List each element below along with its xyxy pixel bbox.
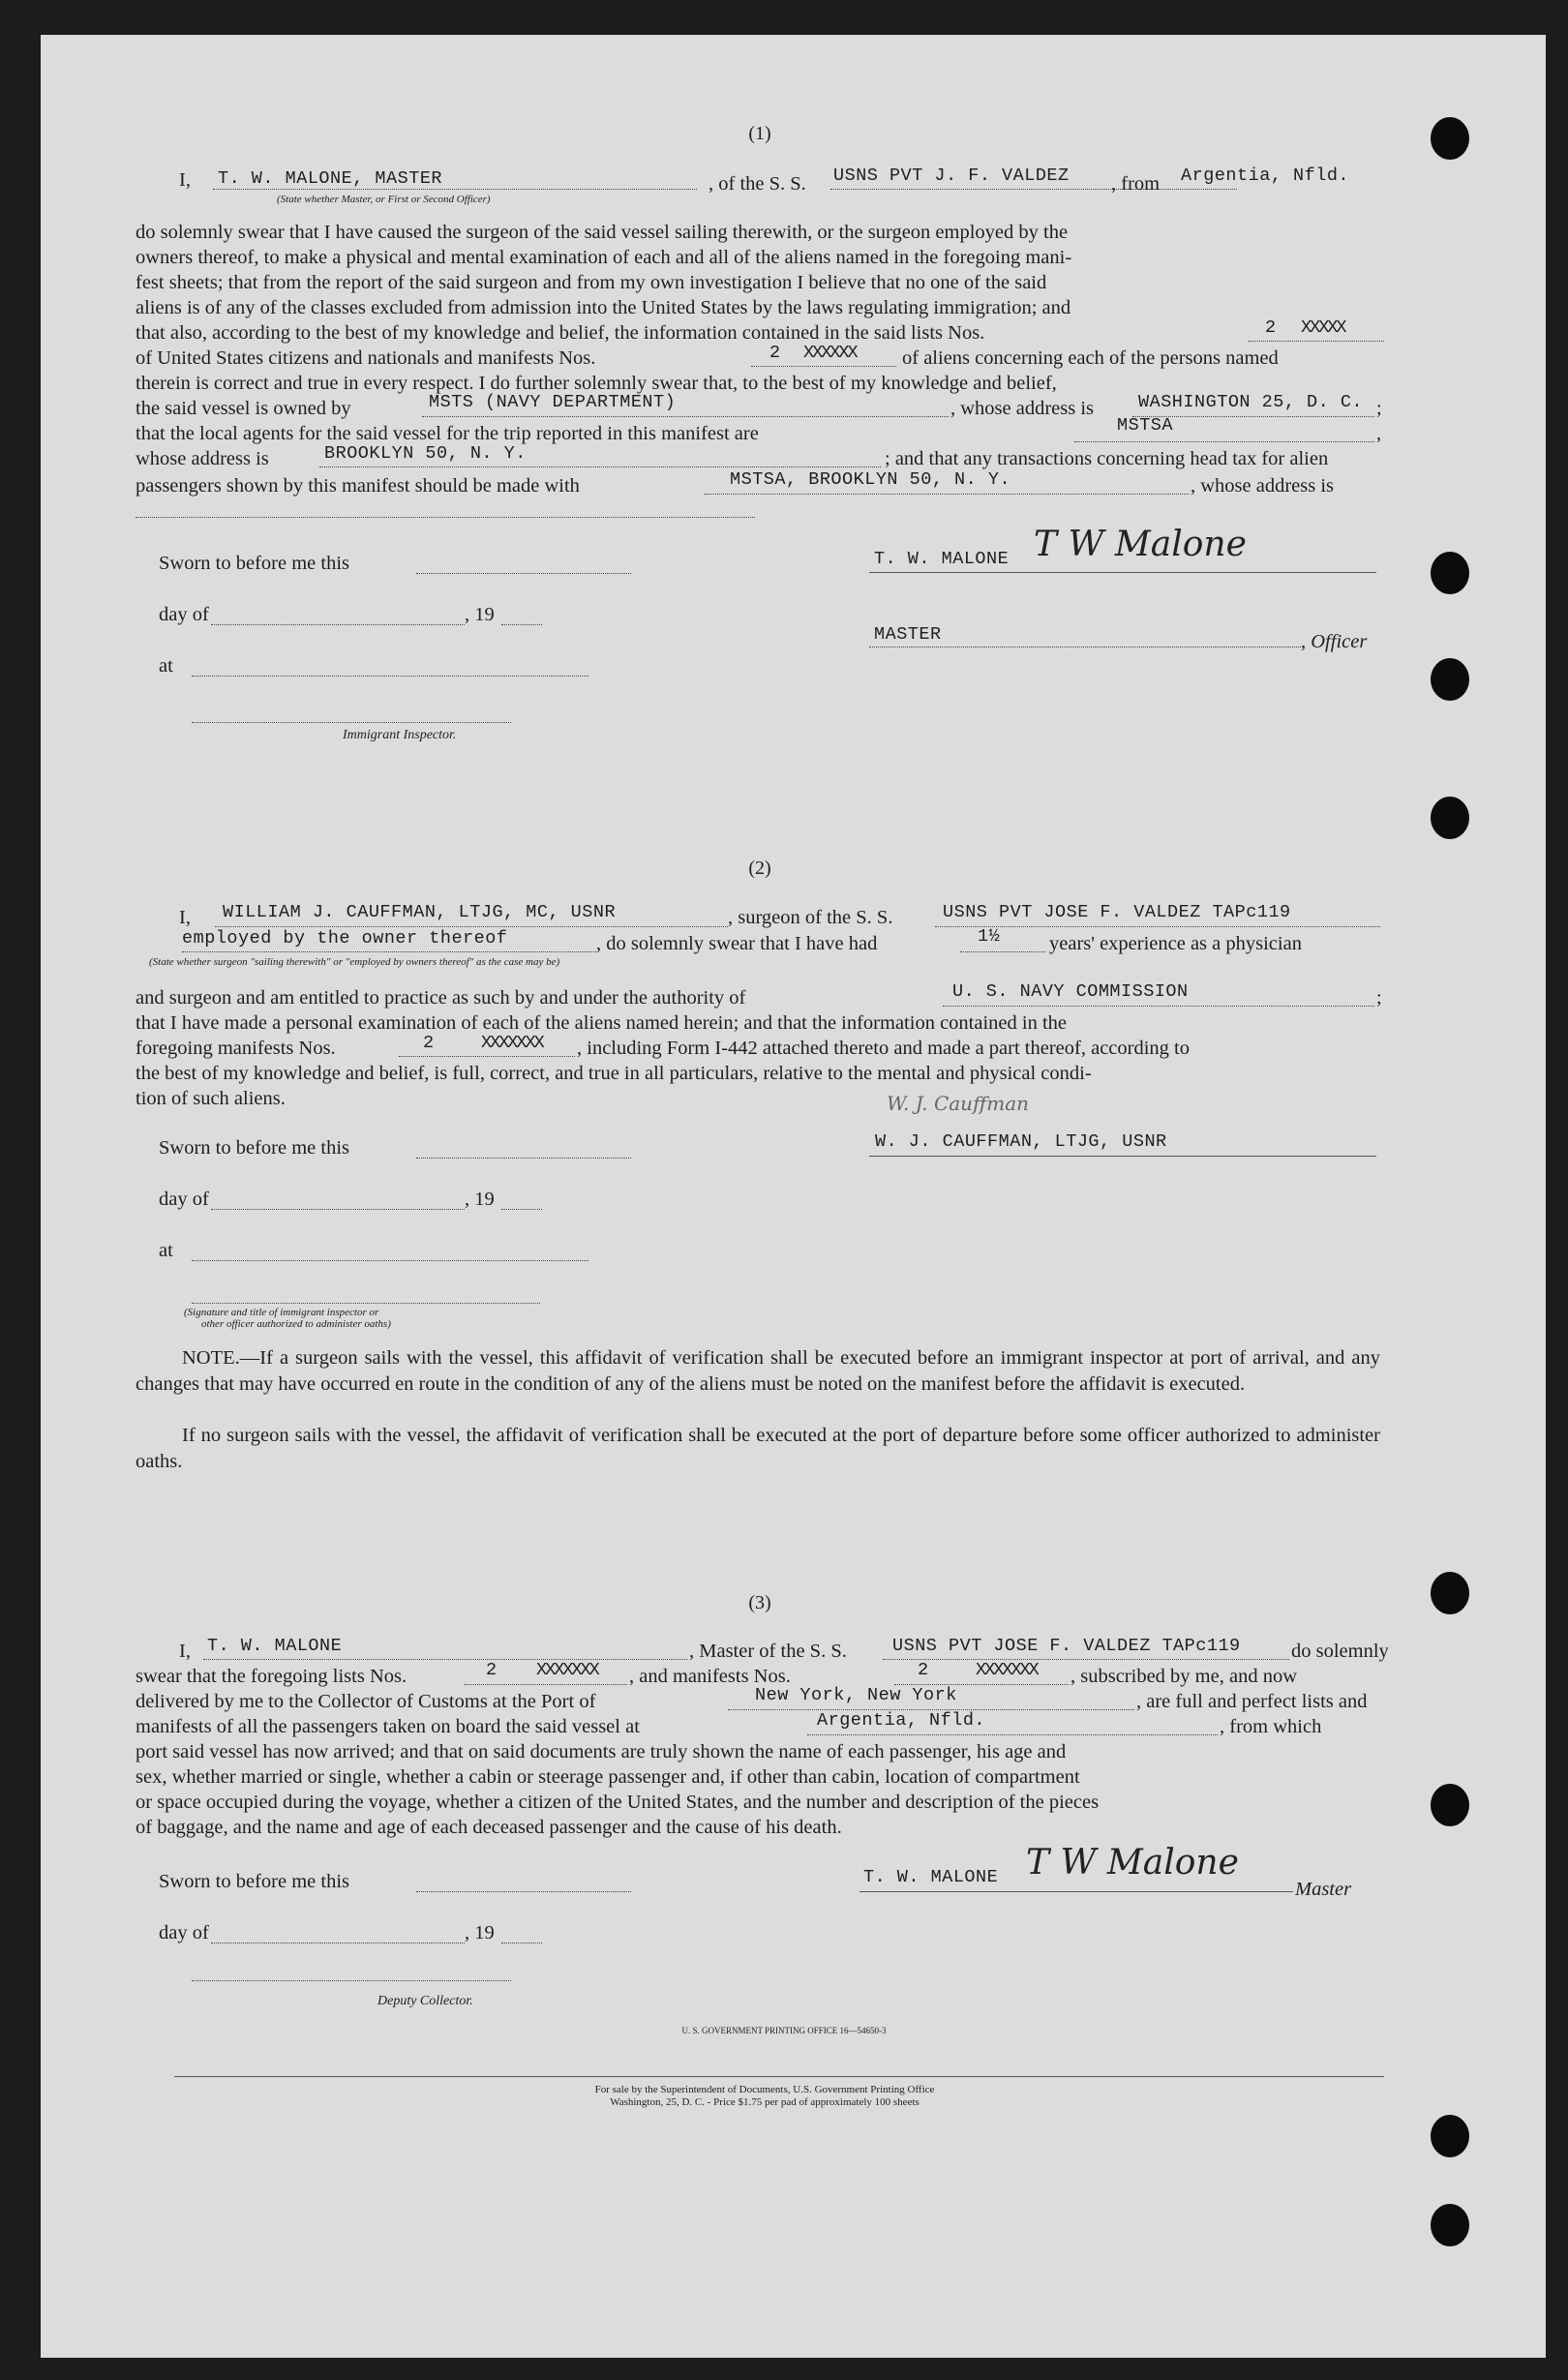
section-3-delivery-oath [136, 0, 1389, 2129]
owner-address: WASHINGTON 25, D. C. [1138, 392, 1364, 412]
surgeon-name: WILLIAM J. CAUFFMAN, LTJG, MC, USNR [223, 902, 617, 922]
master-of-label: , Master of the S. S. [689, 1641, 847, 1662]
oath-text-line: fest sheets; that from the report of the said surgeon and from my own investigation I believe that no one of the said [136, 272, 1047, 293]
punctuation: , [1376, 423, 1382, 444]
vessel-name: USNS PVT JOSE F. VALDEZ TAPc119 [892, 1636, 1241, 1656]
note-text: If no surgeon sails with the vessel, the affidavit of verification shall be executed at the port of departure before some officer authorized to administer oaths. [136, 1425, 1380, 1472]
oath-text-line: that I have made a personal examination of each of the aliens named herein; and that the information contained in the [136, 1012, 1067, 1034]
head-tax-text: ; and that any transactions concerning head tax for alien [885, 448, 1329, 469]
binder-hole [1431, 1784, 1469, 1826]
surgeon-of-label: , surgeon of the S. S. [728, 907, 893, 928]
manifests-label: foregoing manifests Nos. [136, 1038, 336, 1059]
master-signature-line [859, 1891, 1293, 1892]
head-tax-contact: MSTSA, BROOKLYN 50, N. Y. [730, 469, 1011, 490]
year-label: , 19 [465, 1922, 495, 1943]
vessel-name: USNS PVT J. F. VALDEZ [833, 166, 1070, 186]
agents-address: BROOKLYN 50, N. Y. [324, 443, 527, 464]
footer-rule [174, 2076, 1384, 2077]
punctuation: ; [1376, 398, 1382, 419]
lists-number-struck: XXXXX [1301, 317, 1345, 338]
day-of-label: day of [159, 1189, 209, 1210]
oath-text-line: the best of my knowledge and belief, is full, correct, and true in all particulars, relative to the mental and physical condi- [136, 1063, 1092, 1084]
officer-label: , Officer [1301, 631, 1368, 652]
employment-status: employed by the owner thereof [182, 928, 508, 949]
lists-number: 2 [1265, 317, 1277, 338]
surgeon-signature: W. J. Cauffman [887, 1092, 1030, 1115]
master-signature: T W Malone [1034, 525, 1247, 564]
master-signature: T W Malone [1026, 1843, 1239, 1883]
at-label: at [159, 655, 173, 677]
port-label: delivered by me to the Collector of Customs at the Port of [136, 1691, 596, 1712]
head-tax-label: passengers shown by this manifest should be made with [136, 475, 580, 497]
manifests-number-struck: XXXXXX [803, 343, 857, 363]
surgeon-manifest-struck: XXXXXXX [481, 1033, 543, 1053]
sworn-label: Sworn to before me this [159, 1871, 349, 1892]
manifests-number: 2 [769, 343, 781, 363]
from-label: , from [1111, 173, 1161, 195]
lists-label: swear that the foregoing lists Nos. [136, 1666, 407, 1687]
oath-text-line: of aliens concerning each of the persons named [902, 347, 1279, 369]
departure-port-line [807, 1734, 1218, 1735]
local-agents: MSTSA [1117, 415, 1174, 436]
official-signature-note: other officer authorized to administer oaths) [201, 1318, 391, 1330]
gpo-imprint: U. S. GOVERNMENT PRINTING OFFICE 16—54650-3 [681, 2026, 887, 2035]
vessel-owner: MSTS (NAVY DEPARTMENT) [429, 392, 677, 412]
year-label: , 19 [465, 1189, 495, 1210]
at-label: at [159, 1240, 173, 1261]
binder-hole [1431, 797, 1469, 839]
authority-label: and surgeon and am entitled to practice as such by and under the authority of [136, 987, 746, 1009]
oath-text-line: tion of such aliens. [136, 1088, 286, 1109]
lists-number: 2 [486, 1660, 498, 1680]
master-name-line [203, 1659, 687, 1660]
of-the-ss-label: , of the S. S. [709, 173, 806, 195]
label-i: I, [179, 907, 191, 928]
manifests-number: 2 [918, 1660, 929, 1680]
oath-text-line: of United States citizens and nationals and manifests Nos. [136, 347, 596, 369]
master-signature-name: T. W. MALONE [863, 1867, 999, 1887]
surgeon-signature-name: W. J. CAUFFMAN, LTJG, USNR [875, 1131, 1167, 1152]
footer-line: For sale by the Superintendent of Documents, U.S. Government Printing Office [594, 2084, 935, 2095]
employment-note: (State whether surgeon "sailing therewith" or "employed by owners thereof" as the case may be) [149, 956, 560, 968]
master-signature-name: T. W. MALONE [874, 549, 1010, 569]
oath-text-line: , including Form I-442 attached thereto and made a part thereof, according to [577, 1038, 1190, 1059]
agents-address-label: whose address is [136, 448, 269, 469]
master-label: Master [1295, 1879, 1352, 1900]
oath-text-line: therein is correct and true in every respect. I do further solemnly swear that, to the best of my knowledge and belief, [136, 373, 1057, 394]
footer-line: Washington, 25, D. C. - Price $1.75 per pad of approximately 100 sheets [610, 2096, 920, 2108]
official-signature-note: (Signature and title of immigrant inspector or [184, 1307, 379, 1318]
surgeon-manifest-number: 2 [423, 1033, 435, 1053]
inspector-label: Immigrant Inspector. [343, 728, 457, 742]
day-of-label: day of [159, 604, 209, 625]
head-tax-address-label: , whose address is [1191, 475, 1335, 497]
binder-hole [1431, 2204, 1469, 2246]
master-title-note: (State whether Master, or First or Second Officer) [277, 194, 491, 205]
sworn-date-line [416, 1891, 631, 1892]
oath-text-line: port said vessel has now arrived; and that on said documents are truly shown the name of each passenger, his age and [136, 1741, 1067, 1762]
lists-number-struck: XXXXXXX [536, 1660, 598, 1680]
year-label: , 19 [465, 604, 495, 625]
departure-port: Argentia, Nfld. [817, 1710, 986, 1731]
oath-text: , subscribed by me, and now [1070, 1666, 1297, 1687]
binder-hole [1431, 1572, 1469, 1614]
oath-text-line: aliens is of any of the classes excluded from admission into the United States by the laws regulating immigration; and [136, 297, 1071, 318]
practice-authority: U. S. NAVY COMMISSION [952, 981, 1189, 1002]
section-number: (2) [748, 858, 771, 879]
experience-text: , do solemnly swear that I have had [596, 933, 878, 954]
day-of-label: day of [159, 1922, 209, 1943]
sworn-label: Sworn to before me this [159, 553, 349, 574]
collector-signature-line [192, 1980, 511, 1981]
master-title: MASTER [874, 624, 942, 645]
master-name: T. W. MALONE, MASTER [218, 168, 443, 189]
note-text: NOTE.—If a surgeon sails with the vessel, this affidavit of verification shall be executed before an immigrant inspector at port of arrival, and any changes that may have occurred en route in the condition of any of the aliens must be noted on the manifest before the affidavit is executed. [136, 1347, 1380, 1395]
punctuation: ; [1376, 987, 1382, 1009]
oath-text: , from which [1220, 1716, 1322, 1737]
manifests-label: , and manifests Nos. [629, 1666, 791, 1687]
owned-by-label: the said vessel is owned by [136, 398, 351, 419]
section-number: (1) [748, 123, 771, 144]
manifests-number-struck: XXXXXXX [976, 1660, 1038, 1680]
oath-text-line: owners thereof, to make a physical and mental examination of each and all of the aliens named in the foregoing mani- [136, 247, 1072, 268]
oath-text-line: that also, according to the best of my knowledge and belief, the information contained in the said lists Nos. [136, 322, 985, 344]
oath-text-line: sex, whether married or single, whether a cabin or steerage passenger and, if other than cabin, location of compartment [136, 1766, 1080, 1788]
boarded-label: manifests of all the passengers taken on board the said vessel at [136, 1716, 640, 1737]
oath-text: , are full and perfect lists and [1136, 1691, 1368, 1712]
years-experience: 1½ [978, 926, 1001, 947]
deputy-collector-label: Deputy Collector. [377, 1994, 473, 2008]
sworn-label: Sworn to before me this [159, 1137, 349, 1159]
binder-hole [1431, 2115, 1469, 2157]
owner-address-label: , whose address is [950, 398, 1095, 419]
oath-text-line: or space occupied during the voyage, whether a citizen of the United States, and the number and description of the pieces [136, 1792, 1100, 1813]
binder-hole [1431, 658, 1469, 701]
local-agents-label: that the local agents for the said vessel for the trip reported in this manifest are [136, 423, 759, 444]
section-number: (3) [748, 1592, 771, 1613]
binder-hole [1431, 552, 1469, 594]
label-i: I, [179, 169, 191, 191]
experience-text: years' experience as a physician [1049, 933, 1302, 954]
arrival-port: New York, New York [755, 1685, 957, 1705]
vessel-name-line [883, 1659, 1289, 1660]
oath-text-line: do solemnly swear that I have caused the surgeon of the said vessel sailing therewith, or the surgeon employed by the [136, 222, 1069, 243]
oath-text: do solemnly [1291, 1641, 1389, 1662]
label-i: I, [179, 1641, 191, 1662]
surgeon-vessel: USNS PVT JOSE F. VALDEZ TAPc119 [943, 902, 1291, 922]
lists-number-line [465, 1684, 627, 1685]
master-name: T. W. MALONE [207, 1636, 343, 1656]
oath-text-line: of baggage, and the name and age of each deceased passenger and the cause of his death. [136, 1817, 842, 1838]
from-port: Argentia, Nfld. [1181, 166, 1350, 186]
binder-hole [1431, 117, 1469, 160]
